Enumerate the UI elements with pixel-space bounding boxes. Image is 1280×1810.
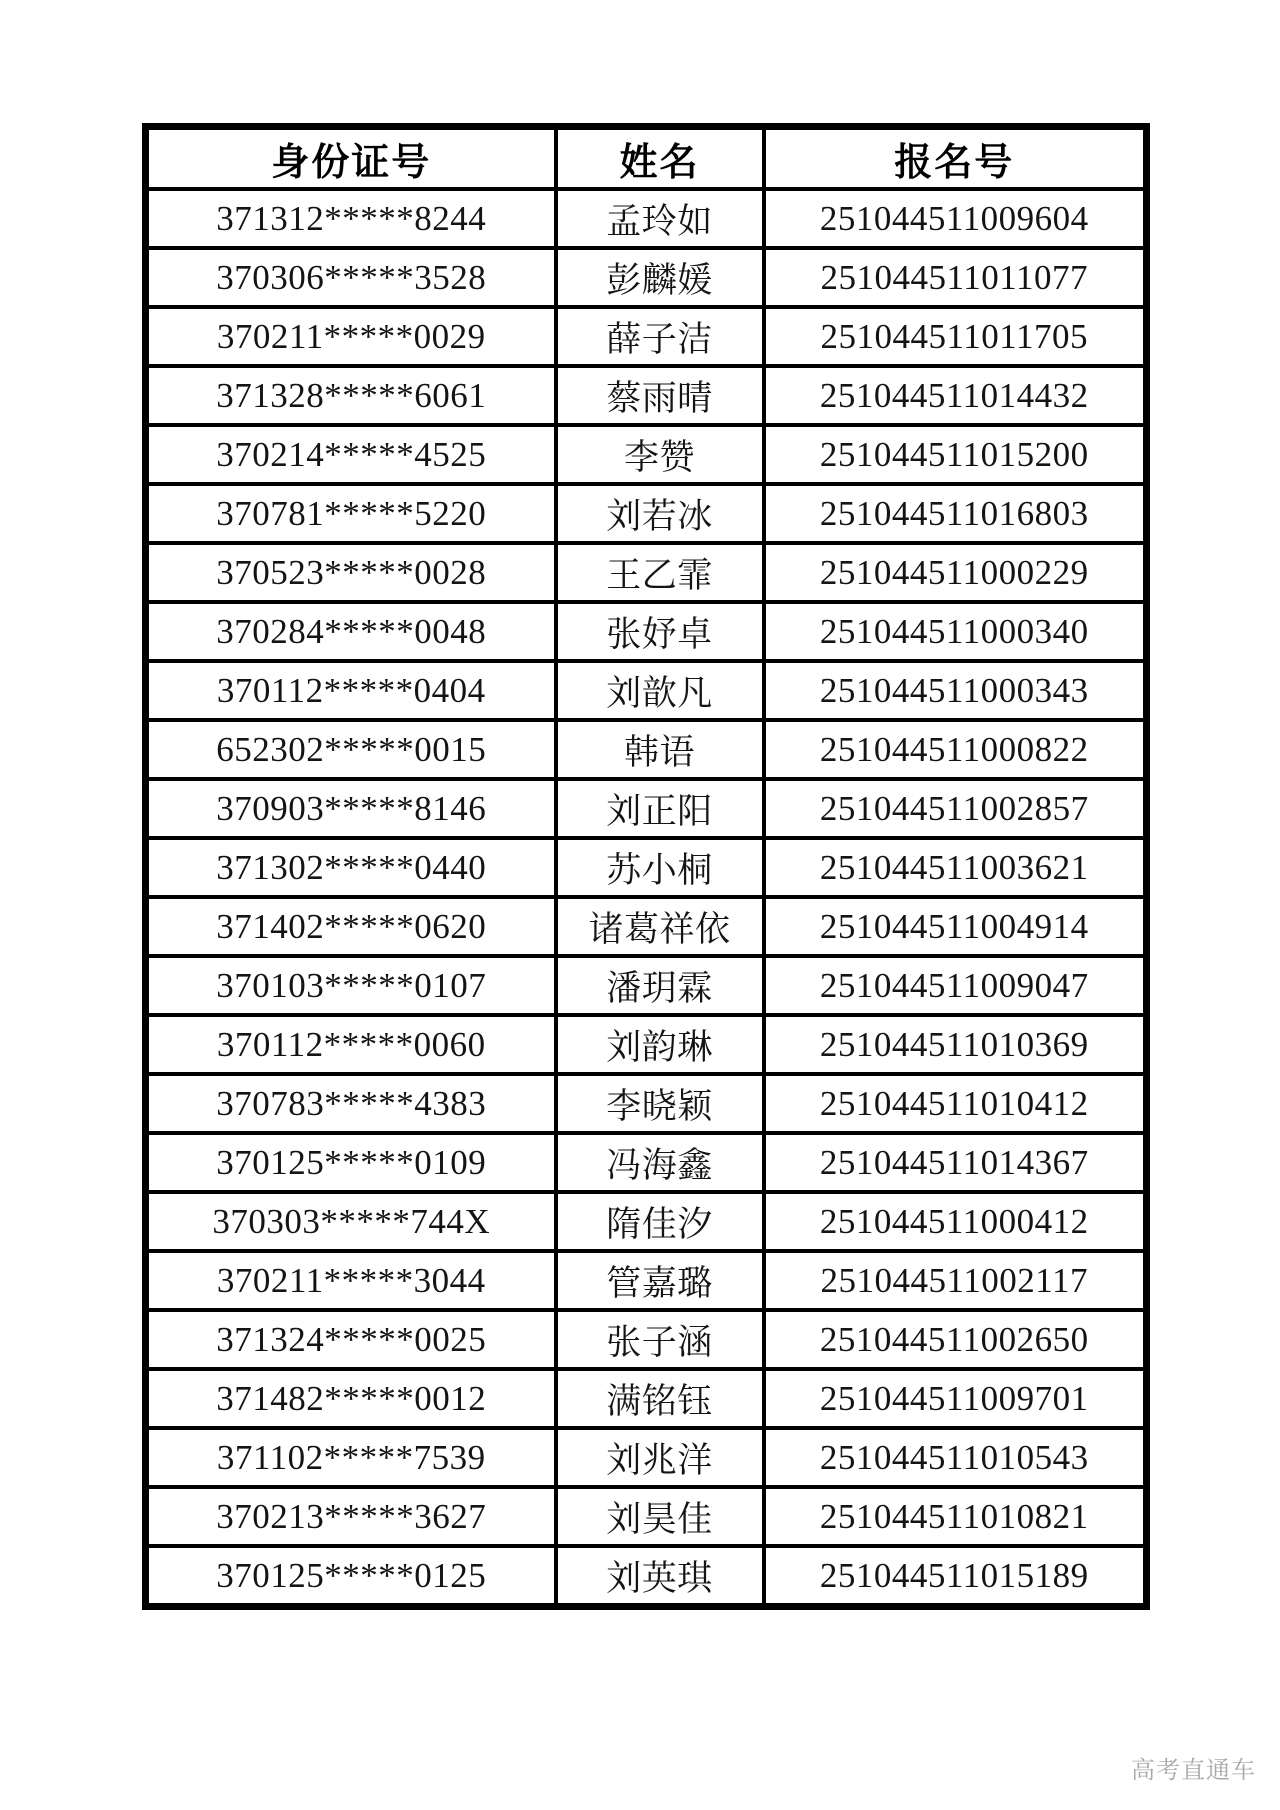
roster-table-body [146,189,1147,1607]
name-cell: 张子涵 [556,1310,764,1369]
registration-number-cell: 251044511014432 [764,366,1147,425]
registration-number-cell: 251044511000343 [764,661,1147,720]
table-row [146,897,1147,956]
name-cell: 潘玥霖 [556,956,764,1015]
header-id-number: 身份证号 [146,127,556,190]
id-number-cell: 371402*****0620 [146,897,556,956]
table-row [146,307,1147,366]
table-row [146,189,1147,248]
registration-number-cell: 251044511010543 [764,1428,1147,1487]
id-number-cell: 370211*****3044 [146,1251,556,1310]
registration-number-cell: 251044511010412 [764,1074,1147,1133]
table-row [146,720,1147,779]
name-cell: 刘若冰 [556,484,764,543]
id-number-cell: 371482*****0012 [146,1369,556,1428]
name-cell: 李晓颖 [556,1074,764,1133]
table-row [146,1487,1147,1546]
roster-table [142,123,1150,1610]
table-row [146,1546,1147,1607]
table-row [146,1310,1147,1369]
header-registration-number: 报名号 [764,127,1147,190]
name-cell: 刘歆凡 [556,661,764,720]
header-row [146,127,1147,190]
registration-number-cell: 251044511000229 [764,543,1147,602]
id-number-cell: 371312*****8244 [146,189,556,248]
table-row [146,425,1147,484]
table-row [146,1074,1147,1133]
name-cell: 满铭钰 [556,1369,764,1428]
id-number-cell: 370303*****744X [146,1192,556,1251]
table-row [146,661,1147,720]
registration-number-cell: 251044511009047 [764,956,1147,1015]
table-row [146,838,1147,897]
registration-number-cell: 251044511015189 [764,1546,1147,1607]
name-cell: 刘韵琳 [556,1015,764,1074]
id-number-cell: 371324*****0025 [146,1310,556,1369]
registration-number-cell: 251044511009701 [764,1369,1147,1428]
id-number-cell: 370214*****4525 [146,425,556,484]
id-number-cell: 370125*****0109 [146,1133,556,1192]
name-cell: 彭麟媛 [556,248,764,307]
id-number-cell: 370306*****3528 [146,248,556,307]
id-number-cell: 370112*****0060 [146,1015,556,1074]
name-cell: 张妤卓 [556,602,764,661]
registration-number-cell: 251044511010369 [764,1015,1147,1074]
table-row [146,1369,1147,1428]
name-cell: 韩语 [556,720,764,779]
name-cell: 刘正阳 [556,779,764,838]
registration-number-cell: 251044511002117 [764,1251,1147,1310]
id-number-cell: 370903*****8146 [146,779,556,838]
name-cell: 孟玲如 [556,189,764,248]
id-number-cell: 371328*****6061 [146,366,556,425]
name-cell: 刘英琪 [556,1546,764,1607]
name-cell: 冯海鑫 [556,1133,764,1192]
table-row [146,1015,1147,1074]
name-cell: 管嘉璐 [556,1251,764,1310]
name-cell: 王乙霏 [556,543,764,602]
table-row [146,366,1147,425]
id-number-cell: 370783*****4383 [146,1074,556,1133]
table-row [146,1251,1147,1310]
table-row [146,1428,1147,1487]
id-number-cell: 370213*****3627 [146,1487,556,1546]
watermark-text: 高考直通车 [1131,1757,1256,1784]
name-cell: 隋佳汐 [556,1192,764,1251]
registration-number-cell: 251044511002650 [764,1310,1147,1369]
name-cell: 诸葛祥依 [556,897,764,956]
registration-number-cell: 251044511000412 [764,1192,1147,1251]
id-number-cell: 370523*****0028 [146,543,556,602]
table-row [146,1133,1147,1192]
id-number-cell: 371302*****0440 [146,838,556,897]
id-number-cell: 652302*****0015 [146,720,556,779]
id-number-cell: 370103*****0107 [146,956,556,1015]
table-row [146,602,1147,661]
name-cell: 刘兆洋 [556,1428,764,1487]
registration-number-cell: 251044511000340 [764,602,1147,661]
registration-number-cell: 251044511014367 [764,1133,1147,1192]
name-cell: 苏小桐 [556,838,764,897]
id-number-cell: 371102*****7539 [146,1428,556,1487]
table-row [146,484,1147,543]
id-number-cell: 370112*****0404 [146,661,556,720]
header-name: 姓名 [556,127,764,190]
registration-number-cell: 251044511015200 [764,425,1147,484]
registration-number-cell: 251044511004914 [764,897,1147,956]
table-row [146,1192,1147,1251]
name-cell: 薛子洁 [556,307,764,366]
table-row [146,248,1147,307]
id-number-cell: 370125*****0125 [146,1546,556,1607]
registration-number-cell: 251044511009604 [764,189,1147,248]
table-row [146,956,1147,1015]
id-number-cell: 370211*****0029 [146,307,556,366]
table-row [146,543,1147,602]
name-cell: 刘昊佳 [556,1487,764,1546]
table-row [146,779,1147,838]
id-number-cell: 370781*****5220 [146,484,556,543]
id-number-cell: 370284*****0048 [146,602,556,661]
registration-number-cell: 251044511003621 [764,838,1147,897]
name-cell: 蔡雨晴 [556,366,764,425]
roster-table-header [146,127,1147,190]
registration-number-cell: 251044511011077 [764,248,1147,307]
registration-number-cell: 251044511016803 [764,484,1147,543]
registration-number-cell: 251044511010821 [764,1487,1147,1546]
name-cell: 李赞 [556,425,764,484]
registration-number-cell: 251044511002857 [764,779,1147,838]
registration-number-cell: 251044511011705 [764,307,1147,366]
registration-number-cell: 251044511000822 [764,720,1147,779]
